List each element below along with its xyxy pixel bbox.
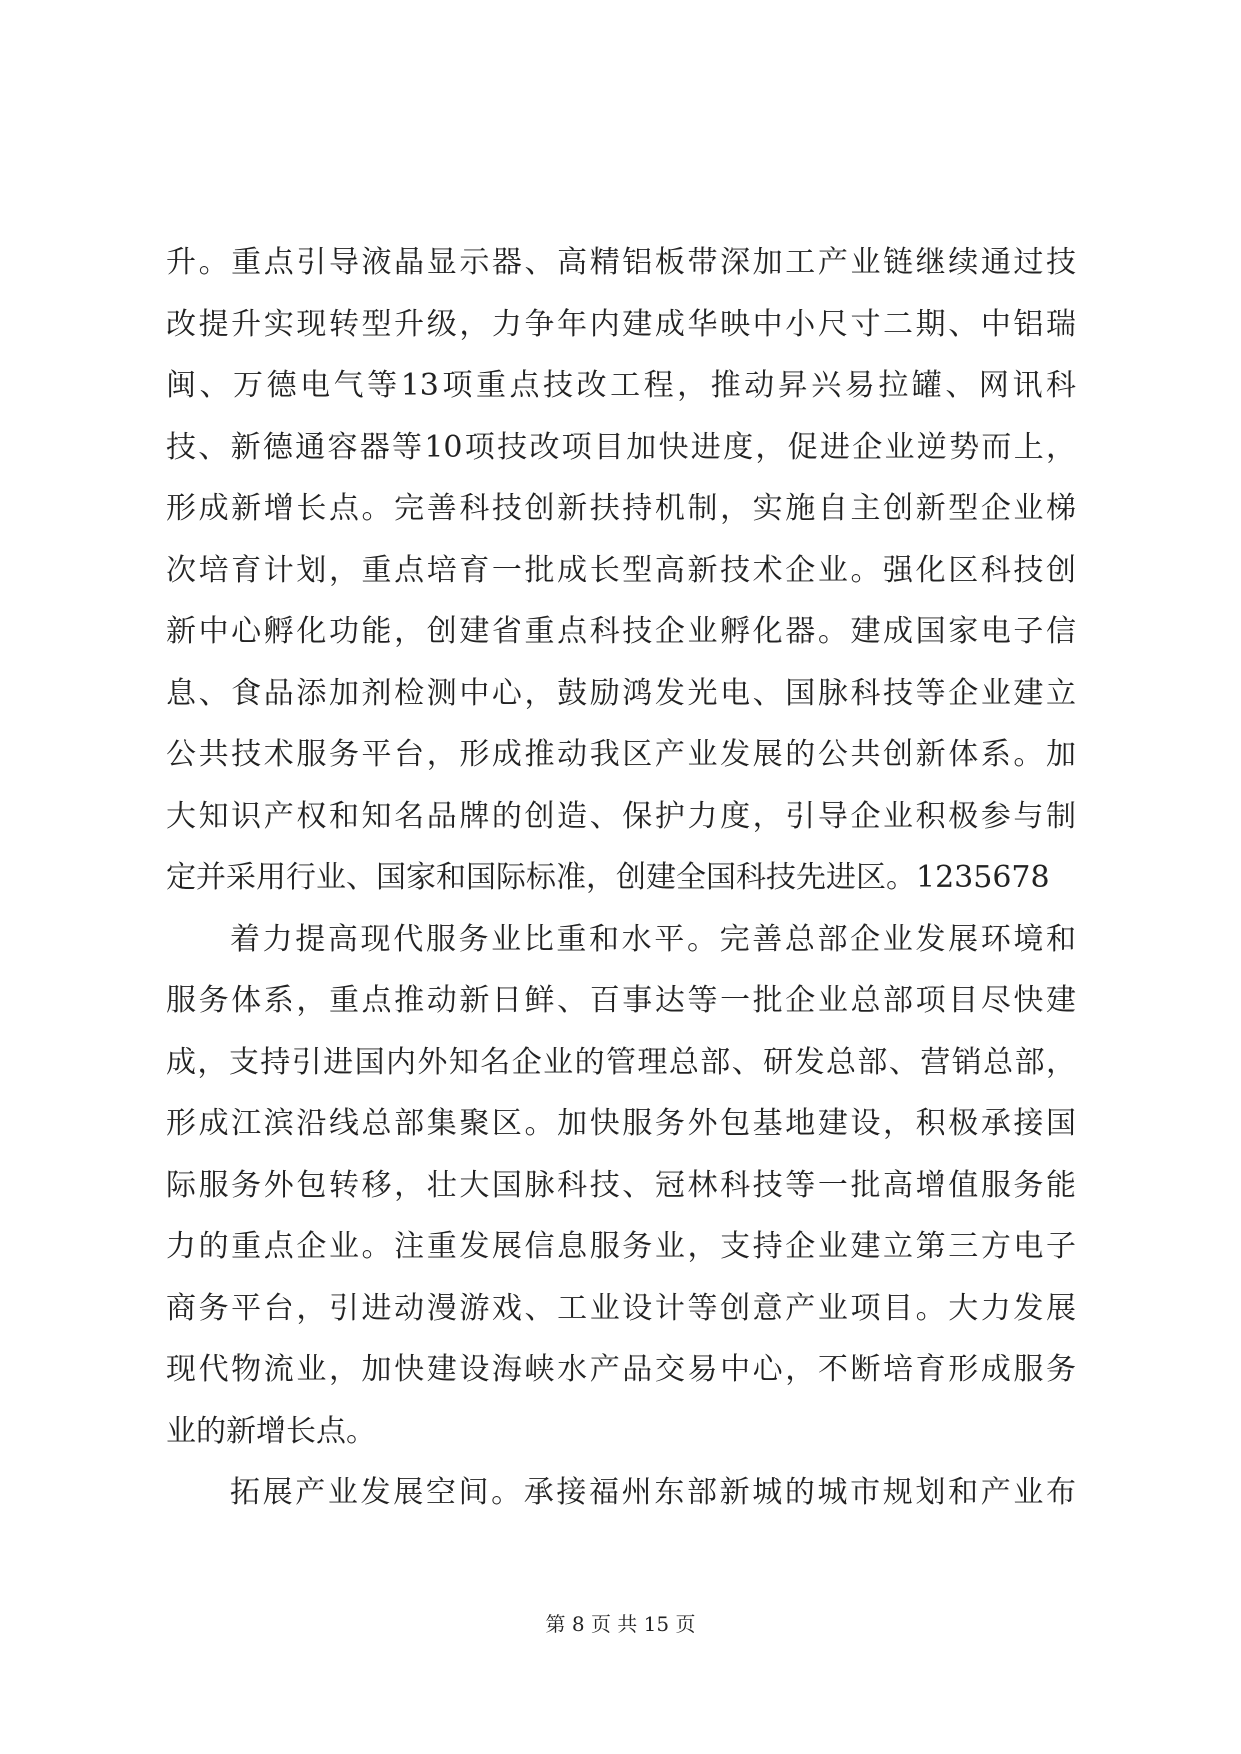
text-line: 息、食品添加剂检测中心，鼓励鸿发光电、国脉科技等企业建立 [166,675,1076,711]
text-line: 现代物流业，加快建设海峡水产品交易中心，不断培育形成服务 [166,1352,1076,1387]
text-line: 商务平台，引进动漫游戏、工业设计等创意产业项目。大力发展 [166,1290,1076,1326]
text-line: 成，支持引进国内外知名企业的管理总部、研发总部、营销总部， [166,1044,1076,1080]
text-line: 改提升实现转型升级，力争年内建成华映中小尺寸二期、中铝瑞 [166,306,1076,342]
text-line: 业的新增长点。 [166,1413,376,1449]
text-line: 新中心孵化功能，创建省重点科技企业孵化器。建成国家电子信 [166,614,1076,649]
page-number-label: 第 8 页 共 15 页 [545,1612,696,1636]
text-line: 公共技术服务平台，形成推动我区产业发展的公共创新体系。加 [166,737,1076,772]
text-line: 升。重点引导液晶显示器、高精铝板带深加工产业链继续通过技 [166,245,1076,280]
page-footer [0,1610,1241,1638]
text-line: 力的重点企业。注重发展信息服务业，支持企业建立第三方电子 [166,1229,1076,1264]
text-line: 技、新德通容器等10项技改项目加快进度，促进企业逆势而上， [166,429,1076,465]
paragraph-first-line: 着力提高现代服务业比重和水平。完善总部企业发展环境和 [230,921,1076,957]
text-line: 次培育计划，重点培育一批成长型高新技术企业。强化区科技创 [166,552,1076,588]
document-body [166,232,1076,1524]
text-line: 际服务外包转移，壮大国脉科技、冠林科技等一批高增值服务能 [166,1167,1076,1203]
text-line: 形成新增长点。完善科技创新扶持机制，实施自主创新型企业梯 [166,491,1076,526]
text-line: 服务体系，重点推动新日鲜、百事达等一批企业总部项目尽快建 [166,983,1076,1018]
text-line: 闽、万德电气等13项重点技改工程，推动昇兴易拉罐、网讯科 [166,368,1076,403]
text-line: 形成江滨沿线总部集聚区。加快服务外包基地建设，积极承接国 [166,1106,1076,1141]
text-line: 大知识产权和知名品牌的创造、保护力度，引导企业积极参与制 [166,798,1076,834]
paragraph-first-line: 拓展产业发展空间。承接福州东部新城的城市规划和产业布 [230,1475,1076,1510]
text-line: 定并采用行业、国家和国际标准，创建全国科技先进区。1235678 [166,860,1050,895]
